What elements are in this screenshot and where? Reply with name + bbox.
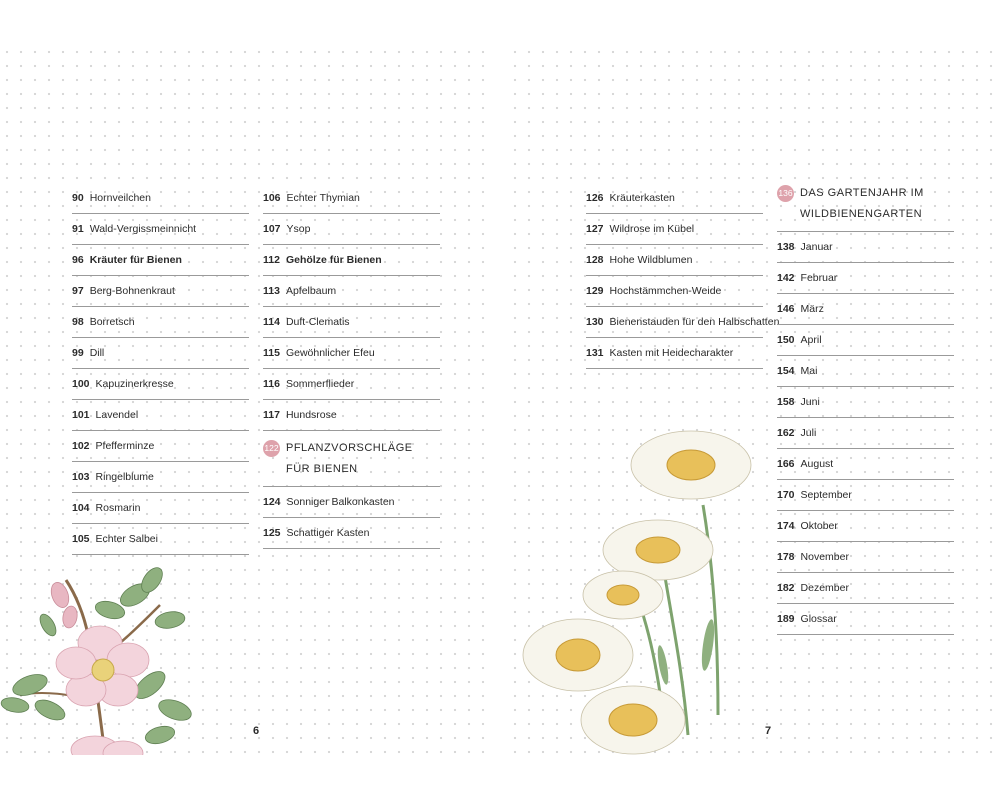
toc-entry[interactable] — [777, 480, 954, 511]
toc-page-number: 131 — [586, 347, 604, 359]
toc-entry-title: Juni — [800, 396, 820, 408]
toc-page-number: 142 — [777, 272, 795, 284]
toc-entry-title: Gehölze für Bienen — [285, 254, 382, 266]
toc-entry-title: Echter Salbei — [95, 533, 158, 545]
toc-entry[interactable] — [72, 462, 249, 493]
toc-entry-title: Schattiger Kasten — [286, 527, 370, 539]
toc-entry[interactable] — [72, 400, 249, 431]
toc-page-number: 103 — [72, 471, 90, 483]
toc-page-number: 96 — [72, 254, 84, 266]
toc-entry[interactable] — [777, 604, 954, 635]
toc-entry-title: Juli — [800, 427, 817, 439]
page-right — [508, 45, 1000, 755]
toc-entry-title: Oktober — [800, 520, 838, 532]
toc-page-number: 146 — [777, 303, 795, 315]
toc-entry[interactable] — [586, 307, 780, 338]
toc-entry-title: Rosmarin — [95, 502, 141, 514]
toc-entry-title: Borretsch — [89, 316, 135, 328]
toc-entry-title: Berg-Bohnenkraut — [89, 285, 175, 297]
toc-page-number: 162 — [777, 427, 795, 439]
toc-page-number: 125 — [263, 527, 281, 539]
section-heading[interactable] — [263, 431, 440, 487]
toc-entry-title: Hohe Wildblumen — [609, 254, 693, 266]
toc-page-number: 90 — [72, 192, 84, 204]
toc-entry[interactable] — [263, 183, 440, 214]
toc-entry[interactable] — [72, 338, 249, 369]
toc-list — [777, 232, 954, 635]
toc-page-number: 104 — [72, 502, 90, 514]
toc-entry[interactable] — [72, 214, 249, 245]
toc-entry-title: Apfelbaum — [285, 285, 337, 297]
toc-page-number: 127 — [586, 223, 604, 235]
toc-page-number: 170 — [777, 489, 795, 501]
toc-entry-title: Echter Thymian — [286, 192, 360, 204]
toc-entry-title: Ysop — [286, 223, 311, 235]
toc-page-number: 158 — [777, 396, 795, 408]
toc-entry[interactable] — [586, 338, 763, 369]
toc-entry[interactable] — [777, 325, 954, 356]
toc-entry[interactable] — [72, 493, 249, 524]
toc-page-number: 128 — [586, 254, 604, 266]
toc-page-number: 124 — [263, 496, 281, 508]
wild-rose-illustration — [0, 525, 215, 755]
toc-entry[interactable] — [586, 276, 763, 307]
toc-page-number: 113 — [263, 285, 280, 297]
toc-entry[interactable] — [777, 418, 954, 449]
toc-page-number: 101 — [72, 409, 90, 421]
toc-entry[interactable] — [777, 449, 954, 480]
toc-entry-title: Dill — [89, 347, 105, 359]
toc-entry[interactable] — [263, 276, 440, 307]
section-title: PFLANZVORSCHLÄGE FÜR BIENEN — [286, 442, 413, 475]
toc-entry[interactable] — [777, 356, 954, 387]
page-left — [0, 45, 492, 755]
toc-entry-title: Kräuter für Bienen — [89, 254, 182, 266]
toc-entry[interactable] — [777, 573, 954, 604]
toc-page-number: 154 — [777, 365, 795, 377]
toc-entry-title: Kräuterkasten — [609, 192, 675, 204]
toc-entry[interactable] — [777, 263, 954, 294]
toc-page-number: 115 — [263, 347, 280, 359]
toc-entry-title: September — [800, 489, 852, 501]
toc-entry[interactable] — [263, 487, 440, 518]
toc-page-number: 97 — [72, 285, 84, 297]
page-number: 6 — [253, 725, 260, 737]
toc-entry[interactable] — [72, 183, 249, 214]
toc-page-number: 102 — [72, 440, 90, 452]
toc-page-number: 178 — [777, 551, 795, 563]
toc-page-number: 174 — [777, 520, 795, 532]
toc-column-left-2 — [263, 183, 440, 549]
toc-entry[interactable] — [263, 518, 440, 549]
toc-entry-title: Duft-Clematis — [285, 316, 350, 328]
toc-entry-title: Gewöhnlicher Efeu — [285, 347, 375, 359]
toc-page-number: 138 — [777, 241, 795, 253]
toc-entry-title: Hochstämmchen-Weide — [609, 285, 722, 297]
toc-entry-title: Lavendel — [95, 409, 139, 421]
toc-entry[interactable] — [586, 183, 763, 214]
toc-page-number: 182 — [777, 582, 795, 594]
toc-entry-title: August — [800, 458, 834, 470]
toc-entry-title: Dezember — [800, 582, 849, 594]
toc-entry[interactable] — [777, 232, 954, 263]
toc-column-right-2 — [777, 183, 954, 635]
toc-list — [263, 183, 440, 431]
toc-page-number: 112 — [263, 254, 280, 266]
toc-entry[interactable] — [586, 245, 763, 276]
toc-page-number: 98 — [72, 316, 84, 328]
toc-entry-title: Kapuzinerkresse — [95, 378, 174, 390]
toc-entry-title: April — [800, 334, 822, 346]
toc-entry[interactable] — [777, 511, 954, 542]
toc-page-number: 189 — [777, 613, 795, 625]
toc-page-number: 116 — [263, 378, 280, 390]
toc-page-number: 129 — [586, 285, 604, 297]
section-number-badge: 136 — [777, 185, 794, 202]
toc-entry-title: Wildrose im Kübel — [609, 223, 695, 235]
toc-entry[interactable] — [777, 542, 954, 573]
toc-page-number: 105 — [72, 533, 90, 545]
toc-entry-title: Sonniger Balkonkasten — [286, 496, 395, 508]
toc-entry[interactable] — [263, 369, 440, 400]
toc-entry[interactable] — [263, 338, 440, 369]
toc-page-number: 114 — [263, 316, 280, 328]
toc-entry[interactable] — [72, 307, 249, 338]
toc-page-number: 126 — [586, 192, 604, 204]
toc-page-number: 100 — [72, 378, 90, 390]
toc-entry-title: Hornveilchen — [89, 192, 151, 204]
toc-list — [263, 487, 440, 549]
toc-entry[interactable] — [263, 214, 440, 245]
page-number: 7 — [765, 725, 772, 737]
toc-column-right-1 — [586, 183, 780, 369]
toc-entry-title: November — [800, 551, 849, 563]
toc-entry-title: Hundsrose — [285, 409, 337, 421]
toc-entry-title: Kasten mit Heidecharakter — [609, 347, 734, 359]
toc-page-number: 150 — [777, 334, 795, 346]
toc-page-number: 107 — [263, 223, 281, 235]
toc-entry[interactable] — [777, 294, 954, 325]
toc-entry-title: Februar — [800, 272, 838, 284]
toc-entry-title: Ringelblume — [95, 471, 154, 483]
toc-entry-title: Sommerflieder — [285, 378, 355, 390]
toc-entry[interactable] — [72, 276, 249, 307]
toc-entry-title: Januar — [800, 241, 833, 253]
toc-column-left-1 — [72, 183, 249, 555]
toc-entry-title: Wald-Vergissmeinnicht — [89, 223, 197, 235]
toc-entry[interactable] — [72, 369, 249, 400]
toc-entry-title: Pfefferminze — [95, 440, 155, 452]
toc-entry[interactable] — [263, 307, 440, 338]
toc-entry-title: Bienenstauden für den Halbschatten — [609, 316, 780, 328]
toc-page-number: 99 — [72, 347, 84, 359]
toc-page-number: 91 — [72, 223, 84, 235]
toc-page-number: 106 — [263, 192, 281, 204]
toc-entry-title: März — [800, 303, 824, 315]
section-title: DAS GARTENJAHR IM WILDBIENENGARTEN — [800, 187, 924, 220]
toc-entry[interactable] — [777, 387, 954, 418]
toc-entry[interactable] — [72, 431, 249, 462]
toc-entry[interactable] — [263, 400, 440, 431]
toc-entry[interactable] — [586, 214, 763, 245]
section-number-badge: 122 — [263, 440, 280, 457]
section-heading[interactable] — [777, 183, 954, 232]
marguerite-daisies-illustration — [513, 415, 763, 755]
toc-entry[interactable] — [72, 245, 249, 276]
toc-entry-title: Mai — [800, 365, 818, 377]
toc-entry[interactable] — [263, 245, 440, 276]
toc-page-number: 130 — [586, 316, 604, 328]
toc-page-number: 117 — [263, 409, 280, 421]
toc-entry-title: Glossar — [800, 613, 837, 625]
toc-page-number: 166 — [777, 458, 795, 470]
